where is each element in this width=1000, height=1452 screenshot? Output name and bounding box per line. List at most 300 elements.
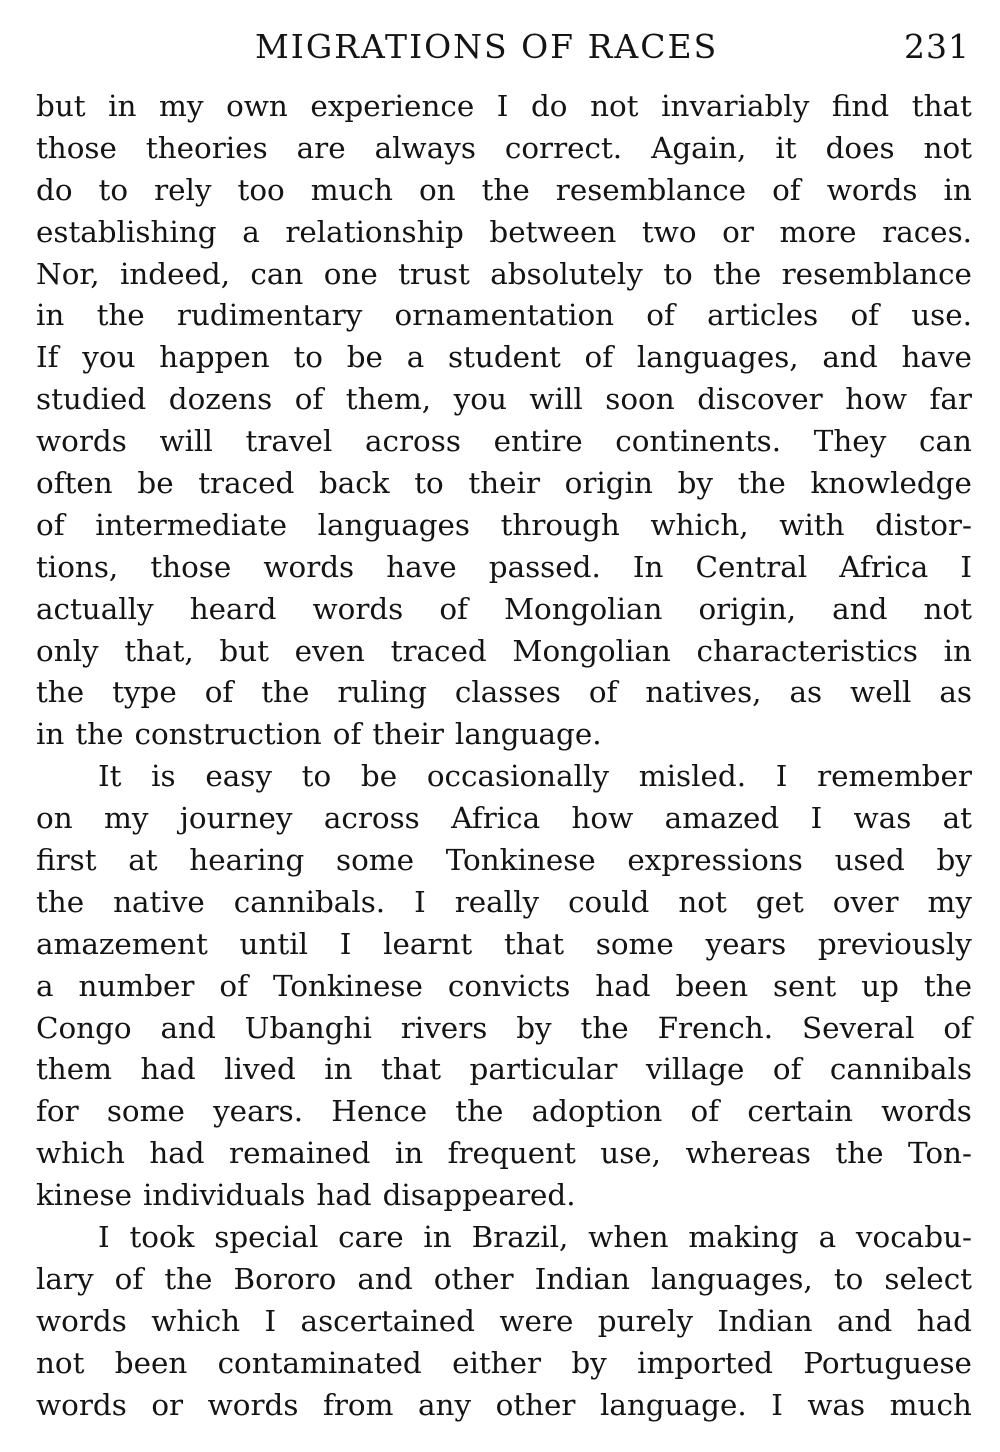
word: that, xyxy=(124,633,194,668)
word: the xyxy=(481,172,530,207)
word: by xyxy=(571,1345,607,1380)
word: ruling xyxy=(337,675,427,710)
word: village xyxy=(645,1052,745,1087)
word: across xyxy=(365,424,461,459)
text-line xyxy=(36,714,972,756)
word: or xyxy=(151,1387,184,1422)
word: remember xyxy=(817,759,972,794)
word: of xyxy=(850,298,880,333)
word: which xyxy=(36,1136,125,1171)
word: really xyxy=(454,884,540,919)
word: ornamentation xyxy=(394,298,615,333)
word: you xyxy=(453,382,507,417)
word: relationship xyxy=(285,214,464,249)
word: not xyxy=(923,591,972,626)
word: words xyxy=(312,591,404,626)
word: cannibals. xyxy=(233,884,386,919)
word: by xyxy=(936,843,972,878)
text-line xyxy=(36,1217,972,1259)
text-line xyxy=(36,379,972,421)
word: convicts xyxy=(447,968,571,1003)
running-title: MIGRATIONS OF RACES xyxy=(255,27,719,66)
word: at xyxy=(128,843,158,878)
word: how xyxy=(571,801,634,836)
text-line xyxy=(36,505,972,547)
word: distor- xyxy=(875,507,972,542)
word: to xyxy=(414,466,444,501)
word: the xyxy=(164,1261,213,1296)
word: easy xyxy=(205,759,272,794)
word: cannibals xyxy=(829,1052,972,1087)
word: had xyxy=(140,1052,196,1087)
word: the xyxy=(455,1094,504,1129)
word: of xyxy=(646,298,675,333)
text-line xyxy=(36,1175,972,1217)
word: to xyxy=(833,1261,864,1296)
word: Tonkinese xyxy=(445,843,596,878)
word: in xyxy=(324,1052,353,1087)
word: resemblance xyxy=(555,172,747,207)
word: natives, xyxy=(645,675,762,710)
word: Central xyxy=(695,549,808,584)
word: If xyxy=(36,340,59,375)
text-line xyxy=(36,86,972,128)
word: Bororo xyxy=(233,1261,337,1296)
word: not xyxy=(36,1345,85,1380)
text-line xyxy=(36,966,972,1008)
text-line xyxy=(36,672,972,714)
word: have xyxy=(386,549,457,584)
word: my xyxy=(927,884,972,919)
word: had xyxy=(595,968,651,1003)
word: in xyxy=(36,298,65,333)
word: establishing xyxy=(36,214,217,249)
word: other xyxy=(495,1387,576,1422)
word: Brazil, xyxy=(471,1220,569,1255)
word: in xyxy=(394,1136,424,1171)
word: origin, xyxy=(698,591,797,626)
word: continents. xyxy=(615,424,782,459)
word: the xyxy=(835,1136,884,1171)
word: through xyxy=(500,507,620,542)
word: it xyxy=(775,130,797,165)
word: in xyxy=(423,1220,452,1255)
word: those xyxy=(150,549,232,584)
word: words xyxy=(263,549,355,584)
word: heard xyxy=(189,591,277,626)
word: even xyxy=(294,633,365,668)
word: my xyxy=(159,89,204,123)
word: been xyxy=(675,968,749,1003)
word: particular xyxy=(469,1052,618,1087)
text-line xyxy=(36,295,972,337)
word: to xyxy=(663,256,693,291)
word: and xyxy=(832,591,888,626)
word: trust xyxy=(398,256,470,291)
word: hearing xyxy=(189,843,305,878)
word: previously xyxy=(817,926,972,961)
text-line xyxy=(36,463,972,505)
word: find xyxy=(831,89,890,123)
text-line xyxy=(36,1008,972,1050)
word: any xyxy=(418,1387,472,1422)
word: actually xyxy=(36,591,154,626)
word: of xyxy=(114,1261,144,1296)
word: as xyxy=(939,675,972,710)
word: on xyxy=(36,801,73,836)
word: Tonkinese xyxy=(272,968,423,1003)
word: In xyxy=(632,549,664,584)
text-line xyxy=(36,756,972,798)
word: other xyxy=(433,1261,514,1296)
word: a xyxy=(36,968,54,1003)
word: much xyxy=(310,172,393,207)
word: do xyxy=(36,172,73,207)
word: journey xyxy=(179,801,293,836)
word: care xyxy=(338,1220,404,1255)
word: kinese xyxy=(36,1178,133,1213)
word: Portuguese xyxy=(803,1345,972,1380)
word: soon xyxy=(605,382,675,417)
word: which xyxy=(151,1303,241,1338)
word: languages, xyxy=(636,340,799,375)
text-line xyxy=(36,128,972,170)
word: which, xyxy=(650,507,749,542)
word: the xyxy=(36,675,85,710)
word: by xyxy=(677,466,714,501)
word: in xyxy=(36,717,65,752)
word: only xyxy=(36,633,99,668)
word: are xyxy=(296,130,346,165)
word: can xyxy=(250,256,304,291)
word: characteristics xyxy=(696,633,918,668)
word: amazed xyxy=(664,801,780,836)
word: and xyxy=(822,340,878,375)
word: when xyxy=(588,1220,669,1255)
word: that xyxy=(911,89,972,123)
word: Again, xyxy=(651,130,747,165)
word: It xyxy=(98,759,122,794)
word: can xyxy=(918,424,972,459)
word: but xyxy=(36,89,86,123)
word: far xyxy=(929,382,972,417)
word: own xyxy=(226,89,288,123)
word: origin xyxy=(564,466,653,501)
word: native xyxy=(113,884,205,919)
word: in xyxy=(943,633,972,668)
word: that xyxy=(381,1052,442,1087)
word: their xyxy=(372,717,444,752)
word: words xyxy=(207,1387,299,1422)
word: a xyxy=(406,340,425,375)
word: had xyxy=(316,1178,372,1213)
word: or xyxy=(722,214,754,249)
word: of xyxy=(943,1010,972,1045)
word: construction xyxy=(134,717,322,752)
word: Indian xyxy=(534,1261,630,1296)
word: by xyxy=(516,1010,552,1045)
word: certain xyxy=(747,1094,853,1129)
word: traced xyxy=(198,466,295,501)
word: rivers xyxy=(400,1010,488,1045)
word: them xyxy=(36,1052,113,1087)
word: back xyxy=(318,466,390,501)
word: their xyxy=(468,466,540,501)
word: remained xyxy=(229,1136,371,1171)
word: Mongolian xyxy=(512,633,671,668)
word: much xyxy=(889,1387,972,1422)
word: of xyxy=(588,675,618,710)
word: my xyxy=(103,801,149,836)
word: been xyxy=(114,1345,188,1380)
word: how xyxy=(845,382,907,417)
word: of xyxy=(204,675,234,710)
word: and xyxy=(160,1010,216,1045)
word: theories xyxy=(145,130,268,165)
word: will xyxy=(159,424,213,459)
word: ascertained xyxy=(300,1303,475,1338)
word: in xyxy=(943,172,972,207)
word: took xyxy=(129,1220,195,1255)
running-head xyxy=(0,22,1000,72)
word: making xyxy=(688,1220,799,1255)
word: language. xyxy=(600,1387,747,1422)
word: have xyxy=(901,340,972,375)
word: tions, xyxy=(36,549,119,584)
word: that xyxy=(503,926,565,961)
word: disappeared. xyxy=(382,1178,576,1213)
word: Congo xyxy=(36,1010,132,1045)
word: some xyxy=(336,843,415,878)
word: occasionally xyxy=(426,759,610,794)
word: some xyxy=(106,1094,185,1129)
text-line xyxy=(36,1091,972,1133)
text-line xyxy=(36,1259,972,1301)
word: to xyxy=(293,340,323,375)
word: them, xyxy=(345,382,432,417)
text-line xyxy=(36,1385,972,1427)
word: entire xyxy=(493,424,583,459)
word: resemblance xyxy=(781,256,972,291)
word: words xyxy=(36,1387,127,1422)
word: indeed, xyxy=(119,256,231,291)
word: the xyxy=(923,968,972,1003)
word: I xyxy=(496,89,509,123)
word: adoption xyxy=(531,1094,663,1129)
text-line xyxy=(36,1301,972,1343)
text-line xyxy=(36,421,972,463)
word: studied xyxy=(36,382,147,417)
word: whereas xyxy=(685,1136,811,1171)
word: of xyxy=(772,1052,802,1087)
word: and xyxy=(836,1303,893,1338)
word: from xyxy=(322,1387,394,1422)
word: in xyxy=(108,89,137,123)
word: I xyxy=(414,884,426,919)
word: be xyxy=(137,466,174,501)
word: I xyxy=(339,926,352,961)
word: I xyxy=(264,1303,277,1338)
word: rudimentary xyxy=(176,298,363,333)
word: of xyxy=(584,340,614,375)
word: does xyxy=(825,130,895,165)
word: of xyxy=(332,717,362,752)
word: invariably xyxy=(661,89,810,123)
word: lived xyxy=(224,1052,296,1087)
word: classes xyxy=(454,675,561,710)
body-text xyxy=(36,86,972,1427)
word: of xyxy=(294,382,324,417)
word: language. xyxy=(454,717,602,752)
word: not xyxy=(923,130,972,165)
word: was xyxy=(807,1387,866,1422)
text-line xyxy=(36,924,972,966)
word: do xyxy=(530,89,568,123)
word: travel xyxy=(245,424,333,459)
word: use, xyxy=(600,1136,662,1171)
word: words xyxy=(36,1303,127,1338)
word: dozens xyxy=(168,382,273,417)
word: across xyxy=(323,801,420,836)
word: will xyxy=(529,382,583,417)
word: Nor, xyxy=(36,256,100,291)
word: a xyxy=(242,214,260,249)
word: two xyxy=(641,214,697,249)
page-number: 231 xyxy=(904,27,970,66)
word: over xyxy=(832,884,899,919)
word: but xyxy=(219,633,269,668)
word: Hence xyxy=(331,1094,428,1129)
word: intermediate xyxy=(95,507,287,542)
word: select xyxy=(884,1261,972,1296)
word: you xyxy=(82,340,136,375)
word: had xyxy=(916,1303,972,1338)
word: amazement xyxy=(36,926,208,961)
word: vocabu- xyxy=(855,1220,972,1255)
text-line xyxy=(36,1049,972,1091)
word: words xyxy=(826,172,918,207)
word: was xyxy=(853,801,912,836)
word: for xyxy=(36,1094,79,1129)
word: sent xyxy=(772,968,837,1003)
word: Ton- xyxy=(908,1136,972,1171)
text-line xyxy=(36,254,972,296)
word: French. xyxy=(657,1010,774,1045)
word: up xyxy=(861,968,899,1003)
text-line xyxy=(36,212,972,254)
word: passed. xyxy=(488,549,601,584)
text-line xyxy=(36,547,972,589)
word: languages, xyxy=(651,1261,813,1296)
text-line xyxy=(36,840,972,882)
word: Indian xyxy=(717,1303,813,1338)
word: some xyxy=(595,926,674,961)
word: and xyxy=(357,1261,413,1296)
word: the xyxy=(713,256,762,291)
word: the xyxy=(737,466,786,501)
word: learnt xyxy=(383,926,473,961)
word: words xyxy=(881,1094,972,1129)
word: the xyxy=(75,717,124,752)
word: were xyxy=(499,1303,574,1338)
word: I xyxy=(960,549,972,584)
word: more xyxy=(779,214,857,249)
word: individuals xyxy=(143,1178,306,1213)
word: the xyxy=(36,884,85,919)
word: happen xyxy=(159,340,270,375)
word: could xyxy=(568,884,650,919)
word: Mongolian xyxy=(503,591,663,626)
word: discover xyxy=(697,382,823,417)
text-line xyxy=(36,170,972,212)
word: student xyxy=(448,340,561,375)
word: at xyxy=(942,801,972,836)
word: Several xyxy=(801,1010,915,1045)
word: well xyxy=(850,675,912,710)
word: until xyxy=(239,926,308,961)
word: traced xyxy=(390,633,487,668)
text-line xyxy=(36,1343,972,1385)
word: years. xyxy=(213,1094,304,1129)
word: words xyxy=(36,424,127,459)
word: the xyxy=(96,298,145,333)
word: is xyxy=(151,759,176,794)
word: first xyxy=(36,843,97,878)
word: of xyxy=(36,507,65,542)
word: with xyxy=(779,507,845,542)
word: I xyxy=(771,1387,783,1422)
word: correct. xyxy=(504,130,623,165)
word: be xyxy=(360,759,398,794)
word: used xyxy=(834,843,905,878)
word: I xyxy=(810,801,823,836)
word: contaminated xyxy=(217,1345,422,1380)
word: imported xyxy=(637,1345,773,1380)
word: misled. xyxy=(638,759,747,794)
word: expressions xyxy=(627,843,803,878)
word: of xyxy=(690,1094,720,1129)
word: I xyxy=(775,759,788,794)
word: the xyxy=(261,675,310,710)
word: use. xyxy=(911,298,972,333)
word: between xyxy=(489,214,617,249)
word: I xyxy=(98,1220,110,1255)
word: special xyxy=(214,1220,319,1255)
word: Ubanghi xyxy=(244,1010,372,1045)
word: experience xyxy=(310,89,475,123)
word: always xyxy=(374,130,476,165)
text-line xyxy=(36,1133,972,1175)
word: either xyxy=(452,1345,542,1380)
word: often xyxy=(36,466,113,501)
word: as xyxy=(789,675,823,710)
word: years xyxy=(705,926,787,961)
text-line xyxy=(36,882,972,924)
word: Africa xyxy=(451,801,541,836)
word: They xyxy=(813,424,887,459)
word: knowledge xyxy=(810,466,972,501)
word: articles xyxy=(707,298,819,333)
word: frequent xyxy=(447,1136,576,1171)
text-line xyxy=(36,631,972,673)
word: those xyxy=(36,130,117,165)
text-line xyxy=(36,589,972,631)
word: lary xyxy=(36,1261,94,1296)
word: to xyxy=(98,172,129,207)
word: of xyxy=(772,172,801,207)
word: on xyxy=(418,172,456,207)
word: of xyxy=(219,968,248,1003)
